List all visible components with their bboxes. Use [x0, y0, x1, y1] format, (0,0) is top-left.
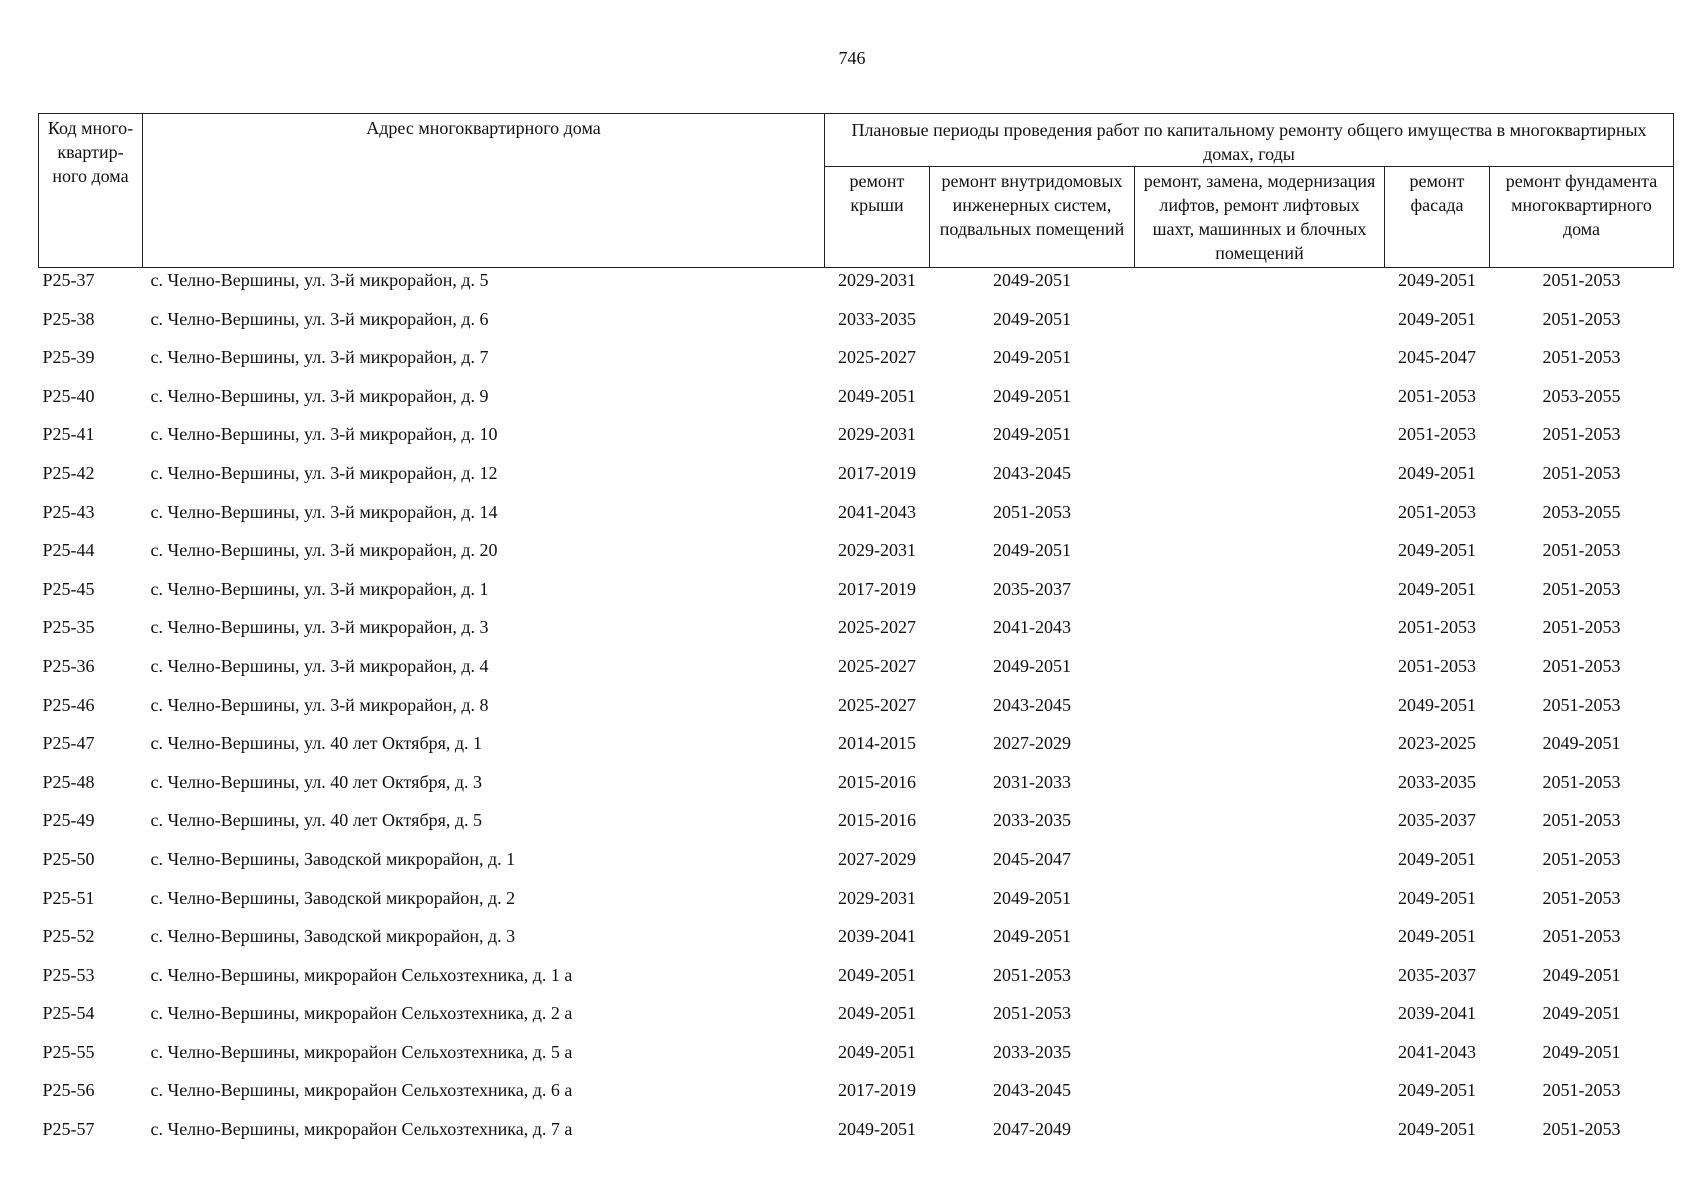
table-row — [39, 1114, 1674, 1153]
cell-code: P25-45 — [42, 578, 95, 599]
cell-engineering: 2049-2051 — [993, 424, 1071, 445]
cell-facade: 2051-2053 — [1398, 501, 1476, 522]
cell-address: с. Челно-Вершины, Заводской микрорайон, д. 3 — [150, 926, 516, 947]
cell-roof: 2029-2031 — [838, 887, 916, 908]
cell-roof: 2029-2031 — [838, 424, 916, 445]
cell-foundation: 2051-2053 — [1542, 887, 1621, 908]
cell-roof: 2049-2051 — [838, 1003, 916, 1024]
cell-elevators — [1135, 998, 1385, 1037]
cell-code: P25-54 — [42, 1003, 95, 1024]
cell-facade: 2051-2053 — [1398, 385, 1476, 406]
cell-facade: 2051-2053 — [1398, 655, 1476, 676]
cell-code: P25-47 — [42, 733, 95, 754]
cell-elevators — [1135, 612, 1385, 651]
cell-foundation: 2051-2053 — [1542, 1119, 1621, 1140]
table-row — [39, 342, 1674, 381]
cell-address: с. Челно-Вершины, ул. 3-й микрорайон, д. 20 — [150, 540, 498, 561]
cell-engineering: 2051-2053 — [993, 964, 1071, 985]
cell-elevators — [1135, 497, 1385, 536]
cell-facade: 2049-2051 — [1398, 462, 1476, 483]
cell-roof: 2039-2041 — [838, 926, 916, 947]
cell-code: P25-44 — [42, 540, 95, 561]
cell-code: P25-50 — [42, 848, 95, 869]
cell-facade: 2035-2037 — [1398, 964, 1476, 985]
cell-facade: 2049-2051 — [1398, 1080, 1476, 1101]
cell-code: P25-38 — [42, 308, 95, 329]
cell-foundation: 2051-2053 — [1542, 694, 1621, 715]
cell-roof: 2027-2029 — [838, 848, 916, 869]
cell-engineering: 2041-2043 — [993, 617, 1071, 638]
cell-address: с. Челно-Вершины, ул. 3-й микрорайон, д. 14 — [150, 501, 498, 522]
cell-facade: 2051-2053 — [1398, 617, 1476, 638]
cell-code: P25-40 — [42, 385, 95, 406]
cell-elevators — [1135, 767, 1385, 806]
cell-roof: 2025-2027 — [838, 347, 916, 368]
cell-code: P25-42 — [42, 462, 95, 483]
cell-foundation: 2051-2053 — [1542, 810, 1621, 831]
cell-foundation: 2051-2053 — [1542, 771, 1621, 792]
table-row — [39, 535, 1674, 574]
cell-elevators — [1135, 921, 1385, 960]
table-row — [39, 728, 1674, 767]
cell-foundation: 2051-2053 — [1542, 926, 1621, 947]
cell-code: P25-57 — [42, 1119, 95, 1140]
cell-code: P25-52 — [42, 926, 95, 947]
cell-foundation: 2051-2053 — [1542, 347, 1621, 368]
cell-address: с. Челно-Вершины, ул. 40 лет Октября, д. 3 — [150, 771, 483, 792]
cell-roof: 2041-2043 — [838, 501, 916, 522]
header-elevators: ремонт, замена, модернизация лифтов, ремонт лифтовых шахт, машинных и блочных помещений — [1135, 167, 1385, 268]
cell-address: с. Челно-Вершины, Заводской микрорайон, д. 2 — [150, 887, 516, 908]
cell-elevators — [1135, 651, 1385, 690]
cell-address: с. Челно-Вершины, ул. 3-й микрорайон, д. 8 — [150, 694, 489, 715]
header-facade: ремонт фасада — [1385, 167, 1490, 268]
table-row — [39, 497, 1674, 536]
cell-foundation: 2051-2053 — [1542, 308, 1621, 329]
cell-facade: 2023-2025 — [1398, 733, 1476, 754]
cell-foundation: 2049-2051 — [1542, 964, 1621, 985]
cell-elevators — [1135, 574, 1385, 613]
cell-elevators — [1135, 304, 1385, 343]
cell-elevators — [1135, 458, 1385, 497]
cell-engineering: 2051-2053 — [993, 1003, 1071, 1024]
cell-engineering: 2049-2051 — [993, 926, 1071, 947]
cell-engineering: 2043-2045 — [993, 1080, 1071, 1101]
table-row — [39, 690, 1674, 729]
header-address: Адрес многоквартирного дома — [143, 114, 825, 268]
table-row — [39, 767, 1674, 806]
cell-roof: 2017-2019 — [838, 462, 916, 483]
cell-engineering: 2033-2035 — [993, 810, 1071, 831]
cell-address: с. Челно-Вершины, ул. 3-й микрорайон, д. 10 — [150, 424, 498, 445]
table-row — [39, 1037, 1674, 1076]
cell-foundation: 2051-2053 — [1542, 424, 1621, 445]
cell-code: P25-46 — [42, 694, 95, 715]
cell-address: с. Челно-Вершины, микрорайон Сельхозтехника, д. 6 а — [150, 1080, 573, 1101]
cell-engineering: 2043-2045 — [993, 462, 1071, 483]
cell-facade: 2049-2051 — [1398, 308, 1476, 329]
cell-engineering: 2043-2045 — [993, 694, 1071, 715]
cell-address: с. Челно-Вершины, ул. 3-й микрорайон, д. 7 — [150, 347, 489, 368]
cell-foundation: 2053-2055 — [1542, 385, 1621, 406]
cell-foundation: 2053-2055 — [1542, 501, 1621, 522]
cell-elevators — [1135, 268, 1385, 304]
cell-engineering: 2047-2049 — [993, 1119, 1071, 1140]
cell-engineering: 2051-2053 — [993, 501, 1071, 522]
cell-roof: 2017-2019 — [838, 578, 916, 599]
table-row — [39, 381, 1674, 420]
cell-address: с. Челно-Вершины, ул. 3-й микрорайон, д. 3 — [150, 617, 489, 638]
cell-engineering: 2045-2047 — [993, 848, 1071, 869]
cell-code: P25-36 — [42, 655, 95, 676]
cell-roof: 2029-2031 — [838, 540, 916, 561]
cell-facade: 2049-2051 — [1398, 270, 1476, 290]
cell-foundation: 2051-2053 — [1542, 270, 1621, 290]
cell-roof: 2029-2031 — [838, 270, 916, 290]
cell-elevators — [1135, 1037, 1385, 1076]
cell-elevators — [1135, 419, 1385, 458]
table-row — [39, 805, 1674, 844]
cell-roof: 2049-2051 — [838, 1119, 916, 1140]
table-row — [39, 1075, 1674, 1114]
header-foundation: ремонт фундамента многоквартирного дома — [1490, 167, 1674, 268]
repair-schedule-table — [38, 113, 1674, 1153]
cell-engineering: 2049-2051 — [993, 308, 1071, 329]
cell-engineering: 2049-2051 — [993, 540, 1071, 561]
cell-engineering: 2049-2051 — [993, 270, 1071, 290]
cell-facade: 2049-2051 — [1398, 848, 1476, 869]
cell-address: с. Челно-Вершины, ул. 3-й микрорайон, д. 9 — [150, 385, 489, 406]
table-row — [39, 921, 1674, 960]
cell-code: P25-51 — [42, 887, 95, 908]
cell-facade: 2049-2051 — [1398, 694, 1476, 715]
cell-facade: 2045-2047 — [1398, 347, 1476, 368]
cell-address: с. Челно-Вершины, ул. 40 лет Октября, д. 5 — [150, 810, 483, 831]
cell-facade: 2051-2053 — [1398, 424, 1476, 445]
cell-foundation: 2051-2053 — [1542, 540, 1621, 561]
cell-facade: 2049-2051 — [1398, 540, 1476, 561]
cell-code: P25-41 — [42, 424, 95, 445]
cell-foundation: 2051-2053 — [1542, 1080, 1621, 1101]
cell-elevators — [1135, 690, 1385, 729]
cell-foundation: 2049-2051 — [1542, 1003, 1621, 1024]
table-row — [39, 612, 1674, 651]
cell-roof: 2049-2051 — [838, 964, 916, 985]
cell-address: с. Челно-Вершины, микрорайон Сельхозтехника, д. 5 а — [150, 1041, 573, 1062]
cell-roof: 2014-2015 — [838, 733, 916, 754]
cell-roof: 2015-2016 — [838, 771, 916, 792]
cell-roof: 2025-2027 — [838, 655, 916, 676]
cell-roof: 2049-2051 — [838, 1041, 916, 1062]
cell-elevators — [1135, 381, 1385, 420]
cell-engineering: 2049-2051 — [993, 887, 1071, 908]
cell-foundation: 2049-2051 — [1542, 733, 1621, 754]
cell-elevators — [1135, 883, 1385, 922]
cell-code: P25-37 — [42, 270, 95, 290]
cell-code: P25-56 — [42, 1080, 95, 1101]
cell-engineering: 2049-2051 — [993, 347, 1071, 368]
table-body — [39, 268, 1674, 1153]
page-number: 746 — [838, 48, 866, 68]
cell-address: с. Челно-Вершины, микрорайон Сельхозтехника, д. 2 а — [150, 1003, 573, 1024]
table-row — [39, 998, 1674, 1037]
cell-elevators — [1135, 960, 1385, 999]
cell-foundation: 2051-2053 — [1542, 578, 1621, 599]
cell-elevators — [1135, 1114, 1385, 1153]
header-code: Код много-квартир-ного дома — [39, 114, 143, 268]
cell-roof: 2049-2051 — [838, 385, 916, 406]
table-row — [39, 268, 1674, 304]
cell-code: P25-35 — [42, 617, 95, 638]
cell-elevators — [1135, 844, 1385, 883]
cell-engineering: 2049-2051 — [993, 385, 1071, 406]
cell-facade: 2049-2051 — [1398, 926, 1476, 947]
table-row — [39, 304, 1674, 343]
cell-facade: 2041-2043 — [1398, 1041, 1476, 1062]
table-row — [39, 574, 1674, 613]
cell-foundation: 2051-2053 — [1542, 462, 1621, 483]
table-row — [39, 419, 1674, 458]
cell-facade: 2039-2041 — [1398, 1003, 1476, 1024]
cell-elevators — [1135, 535, 1385, 574]
cell-elevators — [1135, 1075, 1385, 1114]
table-row — [39, 844, 1674, 883]
cell-engineering: 2049-2051 — [993, 655, 1071, 676]
cell-roof: 2017-2019 — [838, 1080, 916, 1101]
cell-foundation: 2049-2051 — [1542, 1041, 1621, 1062]
cell-code: P25-49 — [42, 810, 95, 831]
cell-facade: 2033-2035 — [1398, 771, 1476, 792]
cell-address: с. Челно-Вершины, микрорайон Сельхозтехника, д. 1 а — [150, 964, 573, 985]
cell-roof: 2033-2035 — [838, 308, 916, 329]
cell-foundation: 2051-2053 — [1542, 655, 1621, 676]
cell-address: с. Челно-Вершины, ул. 3-й микрорайон, д. 1 — [150, 578, 489, 599]
cell-code: P25-39 — [42, 347, 95, 368]
cell-facade: 2035-2037 — [1398, 810, 1476, 831]
cell-address: с. Челно-Вершины, ул. 3-й микрорайон, д. 5 — [150, 270, 489, 290]
table-row — [39, 458, 1674, 497]
cell-code: P25-43 — [42, 501, 95, 522]
cell-address: с. Челно-Вершины, ул. 3-й микрорайон, д. 4 — [150, 655, 489, 676]
header-engineering: ремонт внутридомовых инженерных систем, подвальных помещений — [930, 167, 1135, 268]
cell-roof: 2025-2027 — [838, 617, 916, 638]
cell-roof: 2015-2016 — [838, 810, 916, 831]
cell-engineering: 2033-2035 — [993, 1041, 1071, 1062]
cell-elevators — [1135, 342, 1385, 381]
cell-engineering: 2027-2029 — [993, 733, 1071, 754]
table-row — [39, 883, 1674, 922]
cell-facade: 2049-2051 — [1398, 1119, 1476, 1140]
cell-foundation: 2051-2053 — [1542, 848, 1621, 869]
cell-engineering: 2035-2037 — [993, 578, 1071, 599]
cell-code: P25-55 — [42, 1041, 95, 1062]
cell-address: с. Челно-Вершины, микрорайон Сельхозтехника, д. 7 а — [150, 1119, 573, 1140]
header-periods-group: Плановые периоды проведения работ по капитальному ремонту общего имущества в многоквартирных домах, годы — [825, 114, 1674, 167]
cell-address: с. Челно-Вершины, Заводской микрорайон, д. 1 — [150, 848, 516, 869]
cell-engineering: 2031-2033 — [993, 771, 1071, 792]
cell-elevators — [1135, 728, 1385, 767]
header-roof: ремонт крыши — [825, 167, 930, 268]
table-row — [39, 960, 1674, 999]
table-header — [39, 114, 1674, 268]
cell-elevators — [1135, 805, 1385, 844]
cell-code: P25-48 — [42, 771, 95, 792]
cell-address: с. Челно-Вершины, ул. 40 лет Октября, д. 1 — [150, 733, 483, 754]
cell-facade: 2049-2051 — [1398, 887, 1476, 908]
cell-address: с. Челно-Вершины, ул. 3-й микрорайон, д. 12 — [150, 462, 498, 483]
cell-code: P25-53 — [42, 964, 95, 985]
table-row — [39, 651, 1674, 690]
cell-roof: 2025-2027 — [838, 694, 916, 715]
cell-address: с. Челно-Вершины, ул. 3-й микрорайон, д. 6 — [150, 308, 489, 329]
cell-foundation: 2051-2053 — [1542, 617, 1621, 638]
cell-facade: 2049-2051 — [1398, 578, 1476, 599]
